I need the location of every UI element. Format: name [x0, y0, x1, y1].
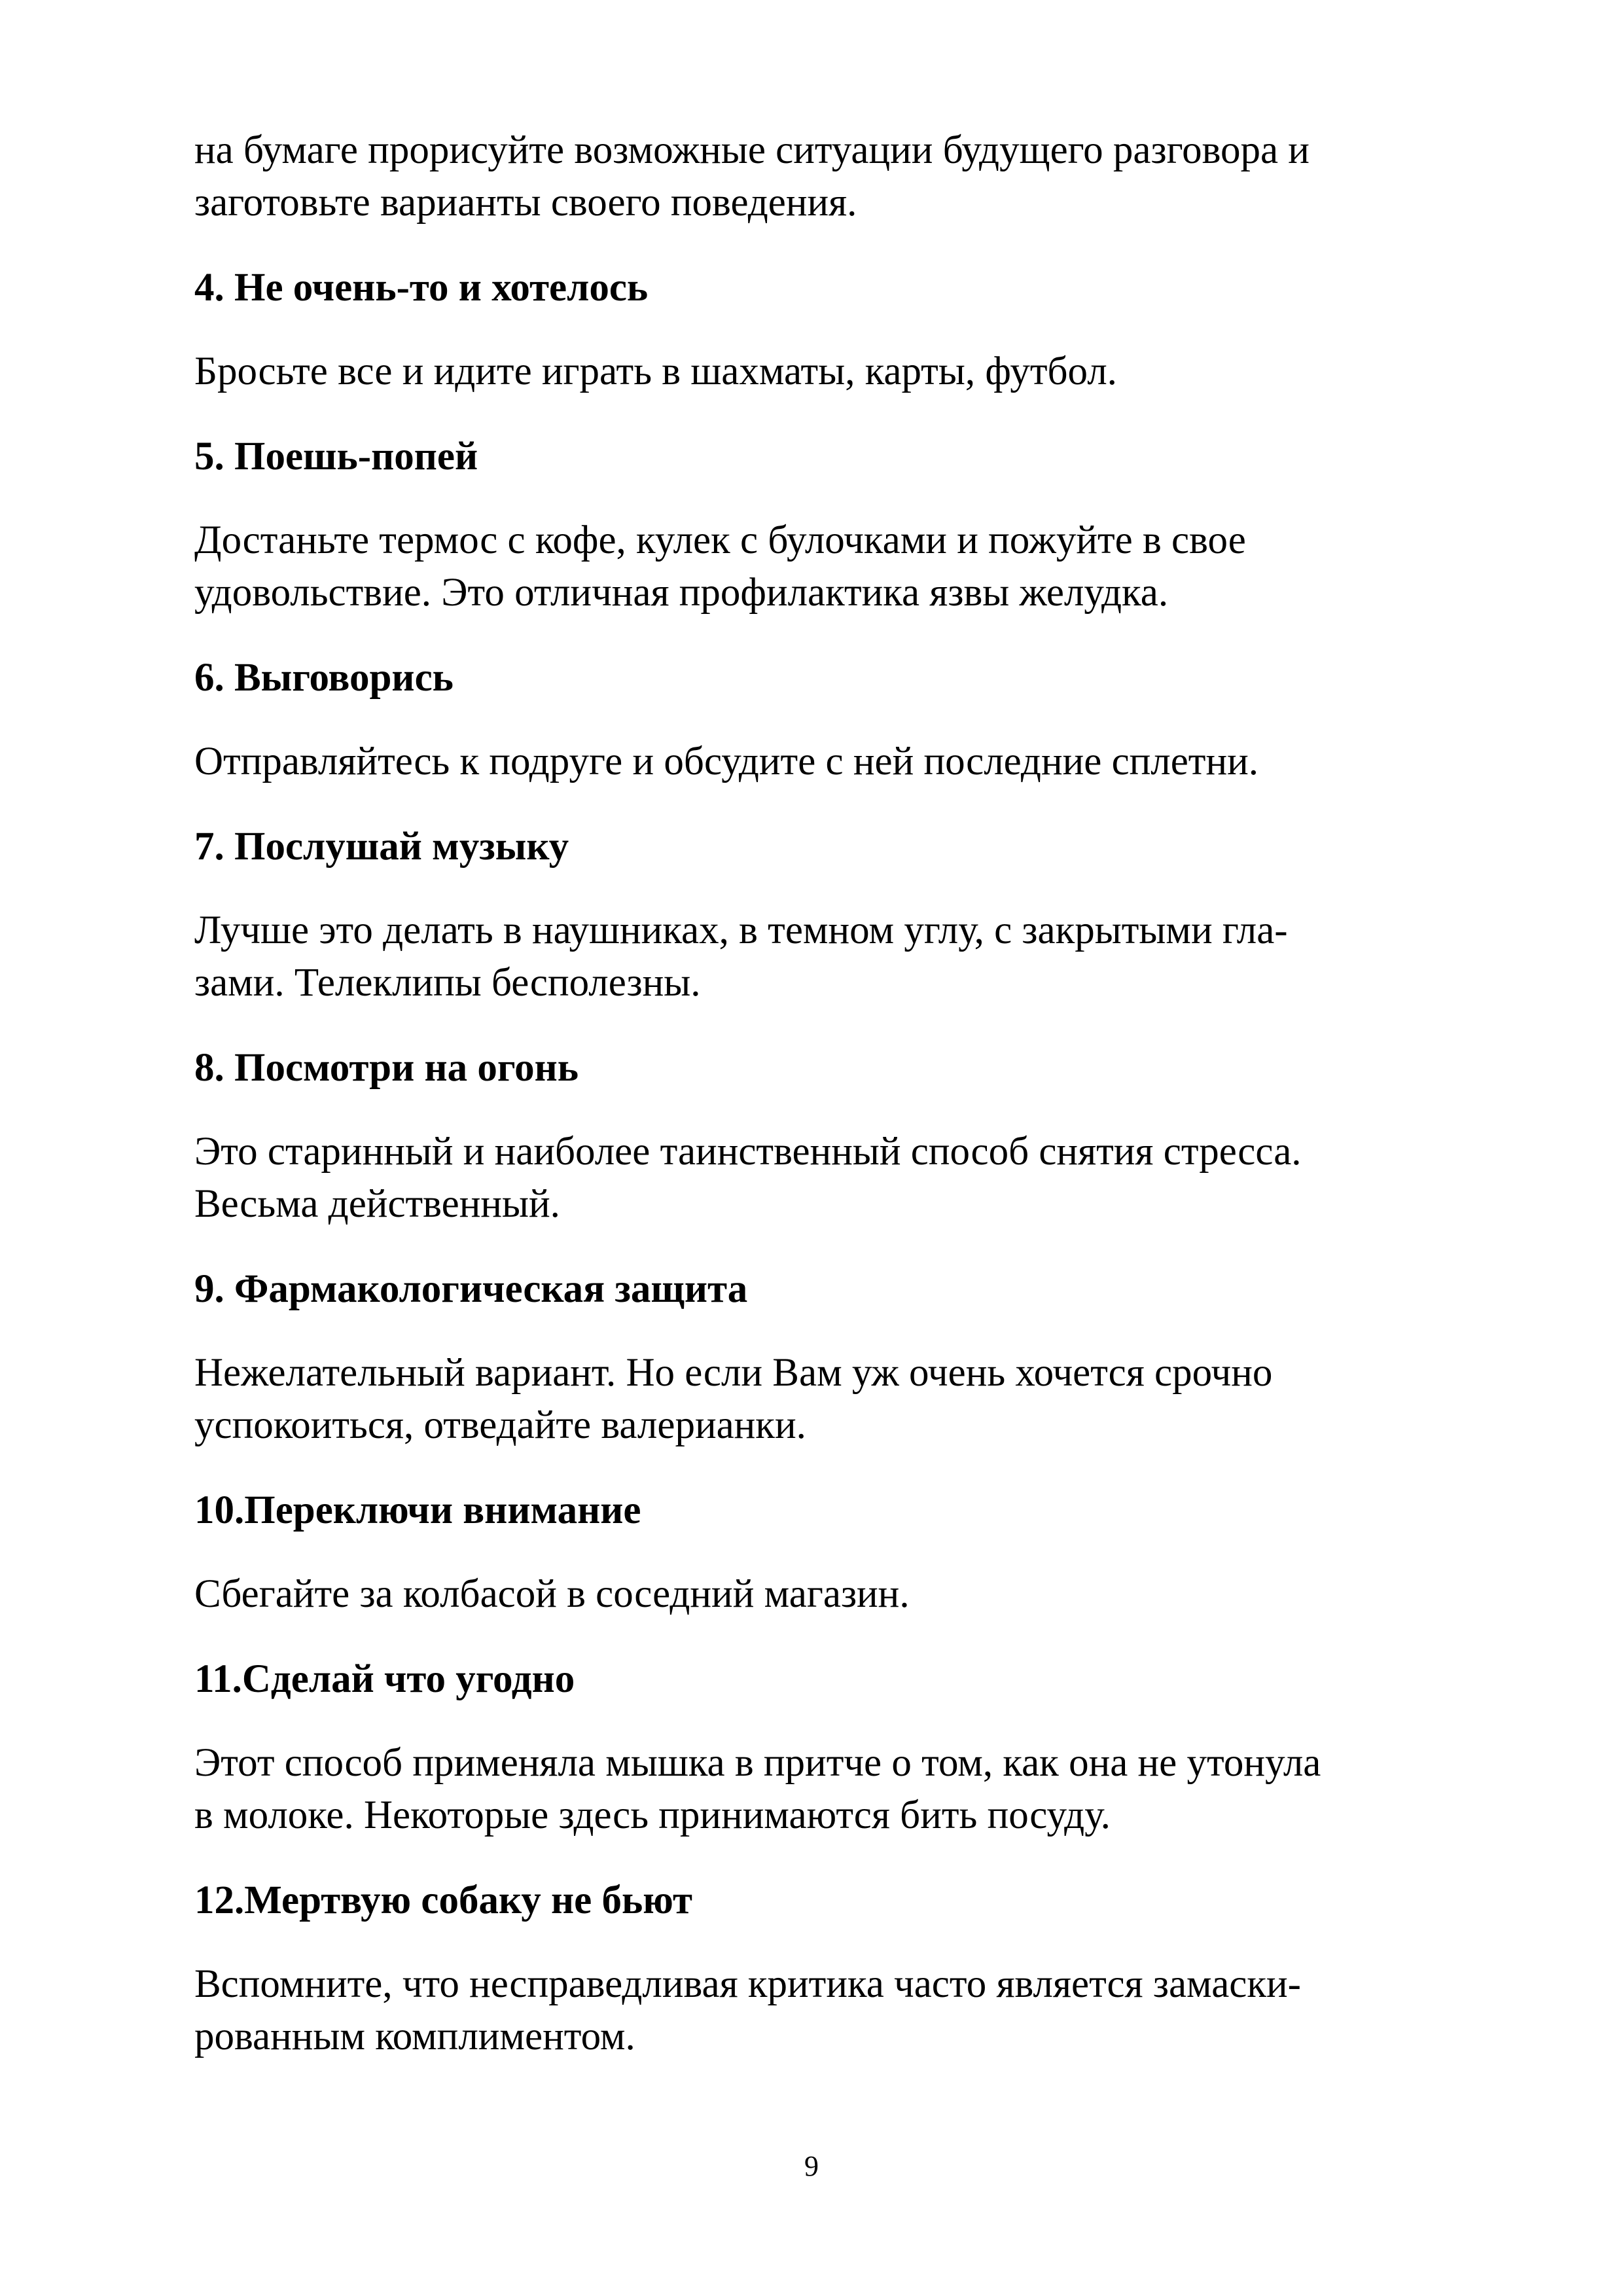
section-paragraph: [194, 905, 1436, 1009]
text-line: Весьма действенный.: [194, 1182, 560, 1226]
intro-paragraph: [194, 124, 1436, 229]
section-heading: 12.Мертвую собаку не бьют: [194, 1878, 693, 1922]
text-line: Сбегайте за колбасой в соседний магазин.: [194, 1572, 910, 1616]
page-number: 9: [804, 2150, 819, 2182]
text-line: на бумаге прорисуйте возможные ситуации будущего разговора и: [194, 128, 1310, 172]
text-line: зами. Телеклипы бесполезны.: [194, 961, 701, 1005]
document-page: [194, 124, 1436, 2063]
section-heading: 5. Поешь-попей: [194, 435, 478, 478]
text-line: Это старинный и наиболее таинственный способ снятия стресса.: [194, 1130, 1302, 1174]
section-heading: 9. Фармакологическая защита: [194, 1267, 748, 1311]
text-line: Лучше это делать в наушниках, в темном углу, с закрытыми гла-: [194, 908, 1288, 952]
text-line: заготовьте варианты своего поведения.: [194, 181, 857, 224]
section-paragraph: [194, 514, 1436, 619]
text-line: рованным комплиментом.: [194, 2015, 635, 2058]
section-heading: 11.Сделай что угодно: [194, 1657, 575, 1701]
section-paragraph: [194, 1347, 1436, 1452]
text-line: удовольствие. Это отличная профилактика язвы желудка.: [194, 571, 1169, 615]
section-heading: 8. Посмотри на огонь: [194, 1046, 579, 1090]
text-line: Вспомните, что несправедливая критика часто является замаски-: [194, 1962, 1301, 2006]
section-paragraph: [194, 1958, 1436, 2063]
section-paragraph: [194, 1126, 1436, 1230]
text-line: Нежелательный вариант. Но если Вам уж очень хочется срочно: [194, 1351, 1273, 1395]
text-line: в молоке. Некоторые здесь принимаются бить посуду.: [194, 1793, 1111, 1837]
section-heading: 7. Послушай музыку: [194, 825, 569, 869]
section-heading: 6. Выговорись: [194, 656, 454, 700]
section-heading: 10.Переключи внимание: [194, 1488, 641, 1532]
text-line: Бросьте все и идите играть в шахматы, карты, футбол.: [194, 350, 1117, 393]
section-paragraph: [194, 736, 1436, 788]
text-line: Отправляйтесь к подруге и обсудите с ней последние сплетни.: [194, 740, 1259, 783]
text-line: Достаньте термос с кофе, кулек с булочками и пожуйте в свое: [194, 518, 1246, 562]
section-paragraph: [194, 1568, 1436, 1621]
text-line: успокоиться, отведайте валерианки.: [194, 1403, 806, 1447]
section-paragraph: [194, 346, 1436, 398]
text-line: Этот способ применяла мышка в притче о том, как она не утонула: [194, 1741, 1321, 1785]
section-paragraph: [194, 1737, 1436, 1842]
section-heading: 4. Не очень-то и хотелось: [194, 266, 649, 310]
